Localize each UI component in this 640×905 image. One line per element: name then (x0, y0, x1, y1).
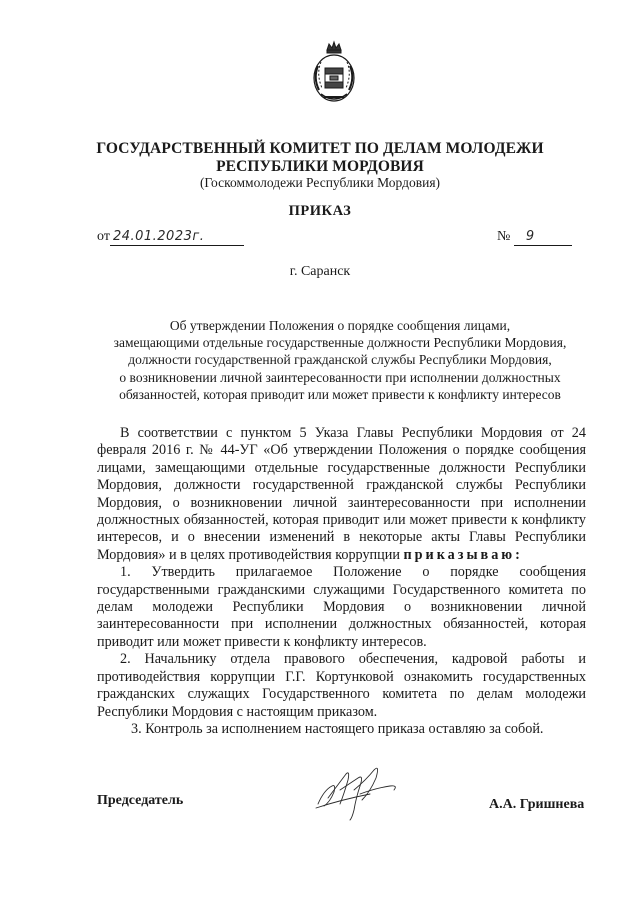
date-prefix: от (97, 229, 110, 244)
subject-line: о возникновении личной заинтересованности при исполнении должностных (119, 369, 561, 385)
subject-line: замещающими отдельные государственные должности Республики Мордовия, (113, 335, 567, 351)
city: г. Саранск (289, 264, 351, 279)
organization-short-name: (Госкоммолодежи Республики Мордовия) (199, 175, 441, 190)
signer-name: А.А. Гришнева (489, 797, 585, 812)
signer-position: Председатель (97, 793, 184, 808)
document-type: ПРИКАЗ (288, 203, 352, 219)
organization-name-line1: ГОСУДАРСТВЕННЫЙ КОМИТЕТ ПО ДЕЛАМ МОЛОДЕЖИ (96, 140, 544, 157)
order-keyword-colon: : (515, 546, 523, 563)
number-value: 9 (514, 229, 572, 246)
order-subject (90, 317, 590, 403)
clause-2: 2. Начальнику отдела правового обеспечения, кадровой работы и противодействия коррупции Г.Г. Кортунковой ознакомить государственных гражданских служащих Государственного комитета по делам молодежи Республики Мордовия с настоящим приказом. (97, 651, 586, 720)
date-row (97, 229, 244, 246)
number-row (497, 229, 572, 246)
order-body (97, 425, 586, 738)
subject-line: должности государственной гражданской службы Республики Мордовия, (128, 352, 552, 368)
date-value: 24.01.2023г. (110, 229, 244, 246)
preamble-text: В соответствии с пунктом 5 Указа Главы Республики Мордовия от 24 февраля 2016 г. № 44-УГ «Об утверждении Положения о порядке сообщения лицами, замещающими отдельные государственные должности Республики Мордовия, должности государственной гражданской службы Республики Мордовия, о возникновении личной заинтересованности при исполнении должностных обязанностей, которая приводит или может привести к конфликту интересов, и о внесении изменений в некоторые акты Главы Республики Мордовия» и в целях противодействия коррупции (97, 425, 586, 563)
number-prefix: № (497, 229, 511, 244)
clause-1: 1. Утвердить прилагаемое Положение о порядке сообщения государственными гражданскими служащими Государственного комитета по делам молодежи Республики Мордовия о возникновении личной заинтересованности при исполнении должностных обязанностей, которая приводит или может привести к конфликту интересов. (97, 564, 586, 650)
order-keyword: приказываю (403, 546, 516, 563)
preamble-paragraph (97, 425, 586, 564)
handwritten-signature (310, 760, 405, 822)
subject-line: Об утверждении Положения о порядке сообщения лицами, (169, 318, 511, 333)
clause-3: 3. Контроль за исполнением настоящего приказа оставляю за собой. (131, 720, 544, 737)
subject-line: обязанностей, которая приводит или может привести к конфликту интересов (119, 386, 561, 402)
coat-of-arms-icon (309, 40, 359, 106)
organization-name-line2: РЕСПУБЛИКИ МОРДОВИЯ (216, 158, 424, 175)
